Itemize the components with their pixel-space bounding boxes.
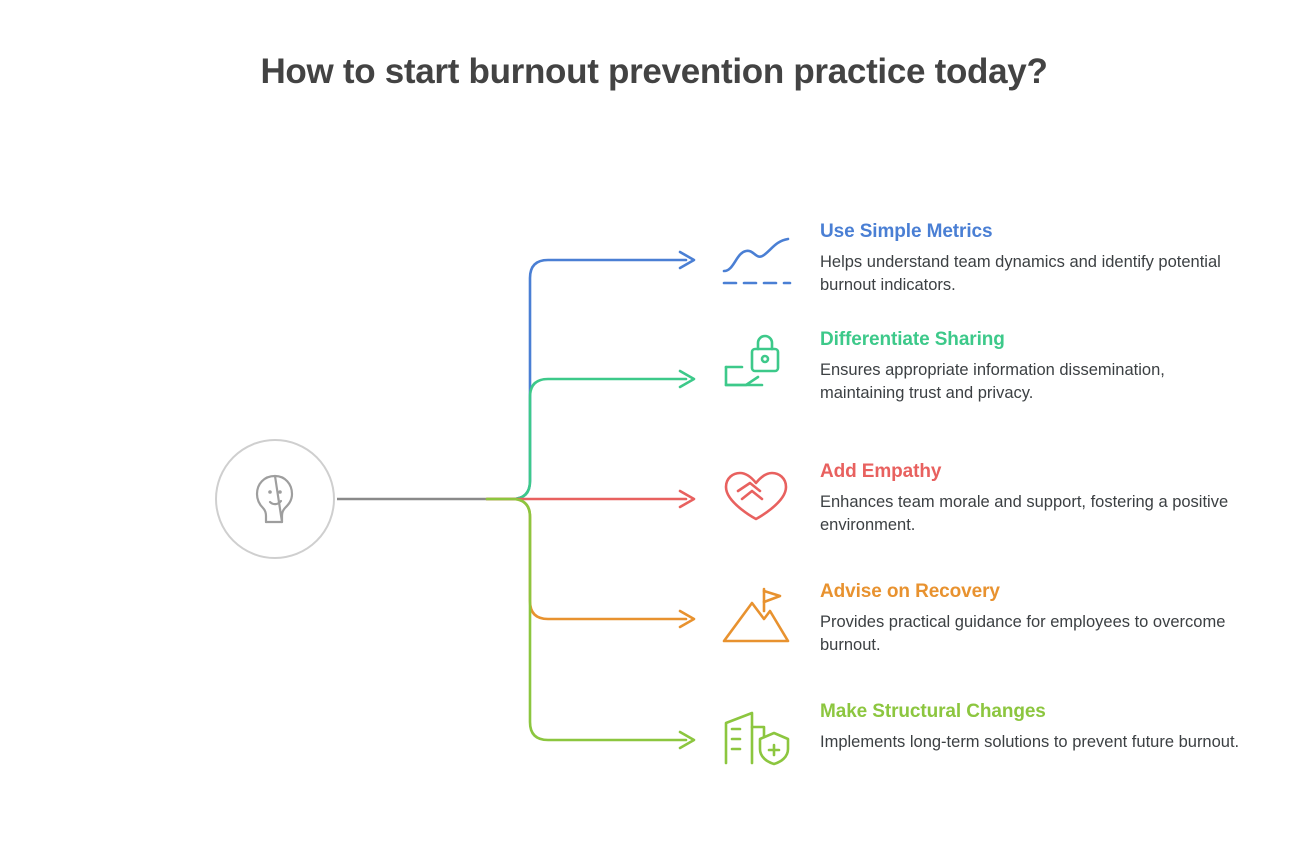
- branch-description: Implements long-term solutions to prevent future burnout.: [820, 733, 1240, 751]
- lock-document-icon: [718, 333, 794, 399]
- branch-text: [820, 581, 1240, 658]
- hub-node: [215, 439, 335, 559]
- branch-text: [820, 221, 1240, 298]
- building-shield-icon: [718, 705, 794, 771]
- branch-description: Ensures appropriate information dissemination, maintaining trust and privacy.: [820, 361, 1165, 403]
- branch-text: [820, 329, 1240, 406]
- branch-description: Helps understand team dynamics and identify potential burnout indicators.: [820, 253, 1221, 295]
- branch-description: Enhances team morale and support, fostering a positive environment.: [820, 493, 1229, 535]
- branch-heading: Advise on Recovery: [820, 581, 1000, 602]
- line-chart-icon: [718, 225, 794, 291]
- mountain-flag-icon: [718, 585, 794, 651]
- page-title: How to start burnout prevention practice today?: [260, 52, 1048, 91]
- branch-text: [820, 461, 1240, 538]
- branch-heading: Add Empathy: [820, 461, 942, 482]
- branch-text: [820, 701, 1240, 754]
- heart-handshake-icon: [718, 465, 794, 531]
- branch-heading: Use Simple Metrics: [820, 221, 993, 242]
- branch-heading: Make Structural Changes: [820, 701, 1046, 722]
- branch-description: Provides practical guidance for employees to overcome burnout.: [820, 613, 1226, 655]
- branch-heading: Differentiate Sharing: [820, 329, 1005, 350]
